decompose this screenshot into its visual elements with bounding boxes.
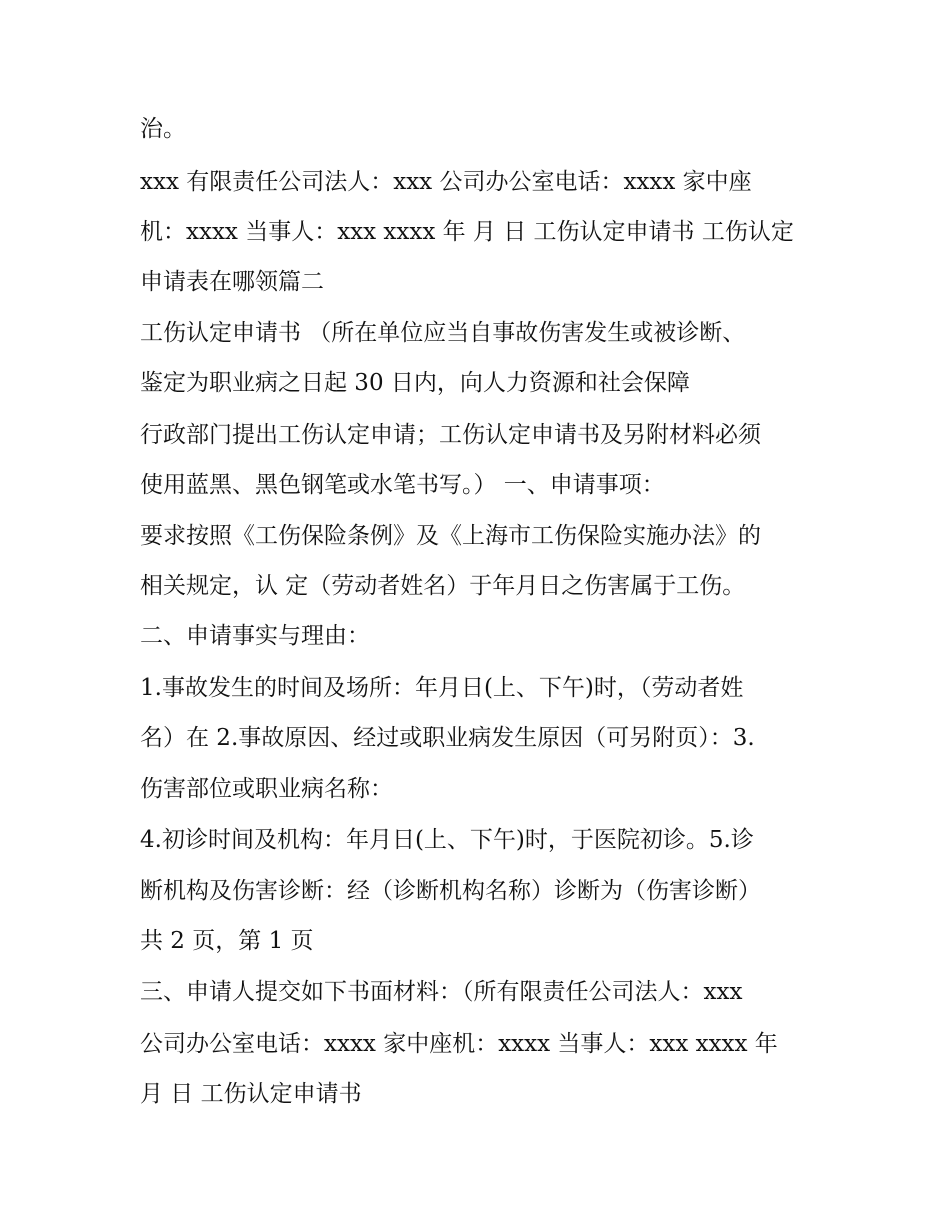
text-line: 要求按照《工伤保险条例》及《上海市工伤保险实施办法》的 bbox=[140, 523, 761, 549]
text-line: 使用蓝黑、黑色钢笔或水笔书写。） 一、申请事项： bbox=[140, 472, 665, 498]
text-line: 机：xxxx 当事人：xxx xxxx 年 月 日 工伤认定申请书 工伤认定 bbox=[140, 219, 794, 245]
text-line: 4.初诊时间及机构：年月日(上、下午)时，于医院初诊。5.诊 bbox=[140, 827, 754, 853]
text-line: 三、申请人提交如下书面材料：（所有限责任公司法人：xxx bbox=[140, 979, 743, 1005]
text-line: 名）在 2.事故原因、经过或职业病发生原因（可另附页）：3. bbox=[140, 725, 755, 751]
text-line: 工伤认定申请书 （所在单位应当自事故伤害发生或被诊断、 bbox=[140, 320, 746, 346]
text-line: 伤害部位或职业病名称： bbox=[140, 776, 393, 802]
text-line: 二、申请事实与理由： bbox=[140, 623, 370, 649]
text-line: 行政部门提出工伤认定申请；工伤认定申请书及另附材料必须 bbox=[140, 422, 761, 448]
text-line: 治。 bbox=[140, 116, 186, 142]
text-line: 断机构及伤害诊断：经（诊断机构名称）诊断为（伤害诊断） bbox=[140, 878, 761, 904]
text-line: xxx 有限责任公司法人：xxx 公司办公室电话：xxxx 家中座 bbox=[140, 169, 752, 195]
text-line: 申请表在哪领篇二 bbox=[140, 269, 324, 295]
text-line: 鉴定为职业病之日起 30 日内，向人力资源和社会保障 bbox=[140, 370, 690, 396]
text-line: 公司办公室电话：xxxx 家中座机：xxxx 当事人：xxx xxxx 年 bbox=[140, 1031, 778, 1057]
page-counter: 共 2 页，第 1 页 bbox=[140, 928, 314, 954]
text-line: 月 日 工伤认定申请书 bbox=[140, 1081, 362, 1107]
text-line: 1.事故发生的时间及场所：年月日(上、下午)时，（劳动者姓 bbox=[140, 675, 744, 701]
text-line: 相关规定，认 定（劳动者姓名）于年月日之伤害属于工伤。 bbox=[140, 573, 746, 599]
